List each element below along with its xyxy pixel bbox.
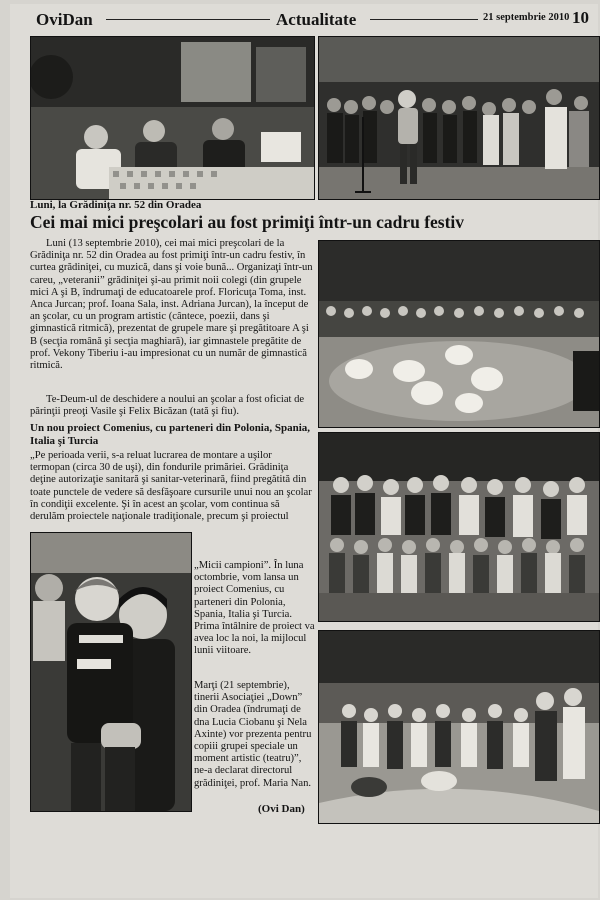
article-subheading: Un nou proiect Comenius, cu parteneri din Polonia, Spania, Italia şi Turcia (30, 422, 311, 447)
photo-dance-performance (318, 240, 600, 428)
article-paragraph-1: Luni (13 septembrie 2010), cei mai mici preşcolari de la Grădiniţa nr. 52 din Oradea au fost primiţi într-un cadru festiv, în curtea grădiniţei, cu muzică, dans şi voie bună... Organizaţi într-un careu, „veteranii” grădiniţei şi-au primit noii colegi (din grupele mici A şi B, îndrumaţi de educatoarele prof. Floricuţa Toma, inst. Anca Jurcan; prof. Ioana Sala, inst. Adriana Jurcan), la început de an şcolar, cu un program artistic (cântece, poezii, dans şi gimnastică ritmică), prezentat de grupele mare şi pregătitoare A şi B (secţia română şi secţia maghiară), iar gimnastele pregătite de prof. Vekony Tiberiu i-au impresionat cu un număr de gimnastică ritmică. (30, 238, 313, 372)
photo-caption: Luni, la Grădiniţa nr. 52 din Oradea (30, 199, 202, 211)
newspaper-brand: OviDan (36, 10, 93, 29)
article-paragraph-4: Marţi (21 septembrie), tinerii Asociaţiei „Down” din Oradea (îndrumaţi de dna Lucia Ciobanu şi Nela Axinte) vor prezenta pentru copiii grupei speciale un moment artistic (teatru)”, ne-a declarat directorul grădiniţei, prof. Maria Nan. (194, 680, 312, 789)
article-paragraph-2: Te-Deum-ul de deschidere a noului an şcolar a fost oficiat de părinţii preoţi Vasile şi Felix Bicăzan (tată şi fiu). (30, 394, 305, 418)
issue-date: 21 septembrie 2010 (483, 12, 570, 23)
section-title: Actualitate (276, 10, 357, 29)
article-paragraph-3: „Pe perioada verii, s-a reluat lucrarea de montare a uşilor termopan (circa 30 de uşi), din fondurile primăriei. Grădiniţa deţine autorizaţie sanitară şi sanitar-veterinară, fiind pregătită din toate punctele de vedere să desfăşoare cursurile unui nou an şcolar în condiţii excelente. Şi în acest an şcolar, vom continua să derulăm proiectele naţionale tradiţionale, precum şi proiectul (30, 450, 312, 523)
article-headline: Cei mai mici preşcolari au fost primiţi într-un cadru festiv (30, 212, 465, 232)
page-number: 10 (572, 8, 589, 27)
photo-child-microphone (318, 36, 600, 200)
photo-seated-children (318, 630, 600, 824)
photo-officials-table (30, 36, 315, 200)
header-rule-left (106, 19, 270, 20)
article-paragraph-3-continued: „Micii campioni”. În luna octombrie, vom lansa un proiect Comenius, cu parteneri din Polonia, Spania, Italia şi Turcia. Prima întâlnire de proiect va avea loc la noi, la mijlocul lunii viitoare. (194, 560, 315, 657)
header-rule-right (370, 19, 478, 20)
photo-children-group (318, 432, 600, 622)
article-signature: (Ovi Dan) (258, 803, 305, 815)
photo-mother-child (30, 532, 192, 812)
